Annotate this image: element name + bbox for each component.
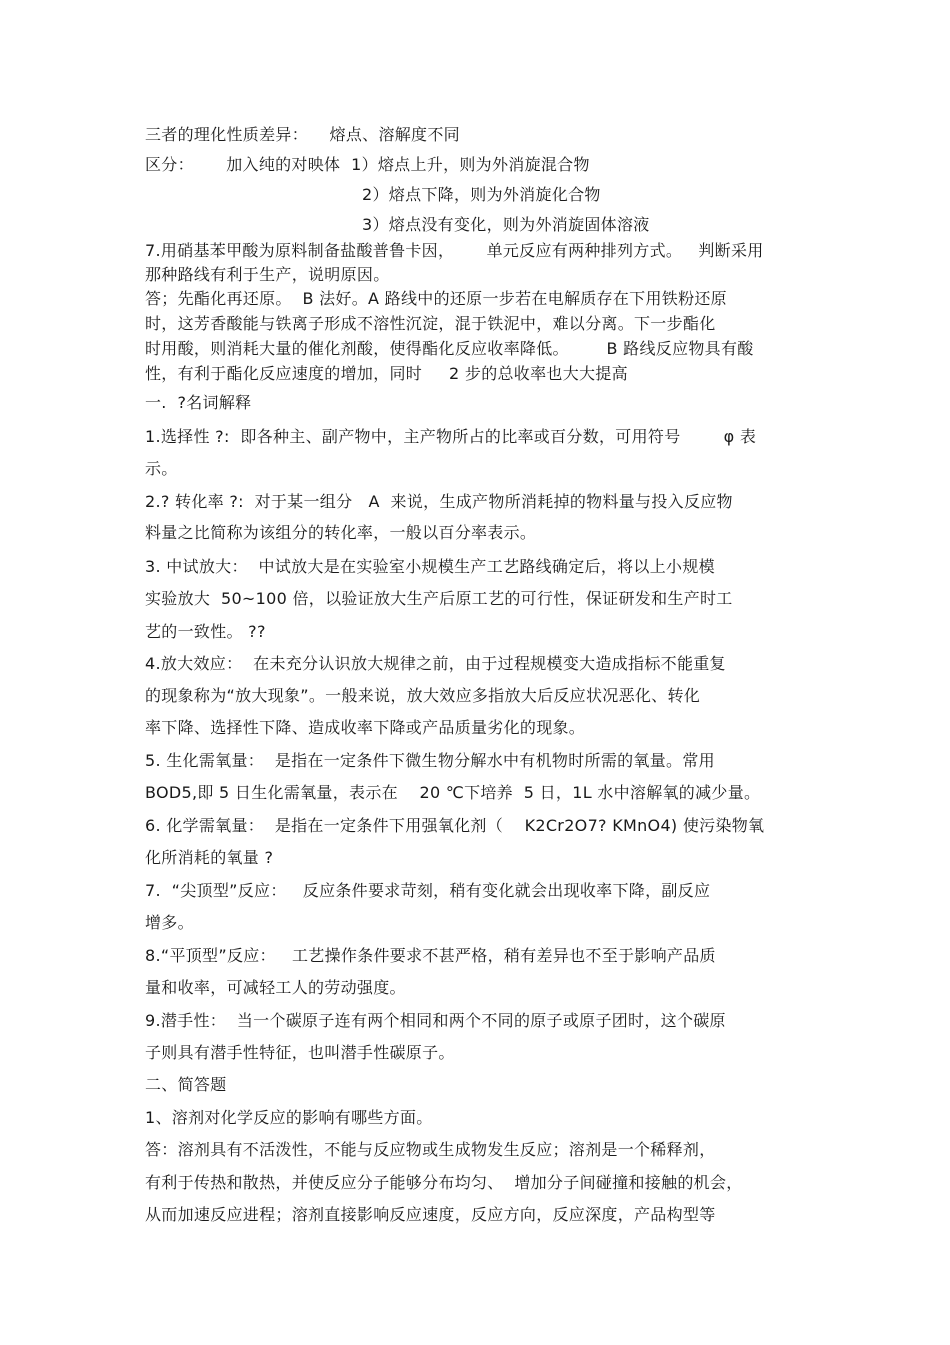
text-line: 实验放大 50~100 倍，以验证放大生产后原工艺的可行性，保证研发和生产时工 <box>145 589 733 608</box>
section-heading: 一. ?名词解释 <box>145 393 252 412</box>
text-line: 示。 <box>145 459 178 478</box>
text-line: 时，这芳香酸能与铁离子形成不溶性沉淀，混于铁泥中，难以分离。下一步酯化 <box>145 314 716 333</box>
text-line: 9.潜手性： 当一个碳原子连有两个相同和两个不同的原子或原子团时，这个碳原 <box>145 1011 726 1030</box>
text-line: 6. 化学需氧量： 是指在一定条件下用强氧化剂（ K2Cr2O7? KMnO4) 使污染物氧 <box>145 816 765 835</box>
text-line: 的现象称为“放大现象”。一般来说，放大效应多指放大后反应状况恶化、转化 <box>145 686 701 705</box>
text-line: BOD5,即 5 日生化需氧量，表示在 20 ℃下培养 5 日，1L 水中溶解氧的减少量。 <box>145 783 761 802</box>
text-line: 区分： 加入纯的对映体 1）熔点上升，则为外消旋混合物 <box>145 155 590 174</box>
text-line: 性，有利于酯化反应速度的增加，同时 2 步的总收率也大大提高 <box>145 364 628 383</box>
text-line: 3. 中试放大： 中试放大是在实验室小规模生产工艺路线确定后，将以上小规模 <box>145 557 715 576</box>
text-line: 答；先酯化再还原。 B 法好。A 路线中的还原一步若在电解质存在下用铁粉还原 <box>145 289 727 308</box>
section-heading: 二、简答题 <box>145 1075 227 1094</box>
text-line: 从而加速反应进程；溶剂直接影响反应速度，反应方向，反应深度，产品构型等 <box>145 1205 716 1224</box>
text-line: 量和收率，可减轻工人的劳动强度。 <box>145 978 406 997</box>
text-line: 1、溶剂对化学反应的影响有哪些方面。 <box>145 1108 433 1127</box>
text-line: 2）熔点下降，则为外消旋化合物 <box>362 185 601 204</box>
text-line: 5. 生化需氧量： 是指在一定条件下微生物分解水中有机物时所需的氧量。常用 <box>145 751 715 770</box>
text-line: 子则具有潜手性特征，也叫潜手性碳原子。 <box>145 1043 455 1062</box>
text-line: 时用酸，则消耗大量的催化剂酸，使得酯化反应收率降低。 B 路线反应物具有酸 <box>145 339 754 358</box>
text-line: 率下降、选择性下降、造成收率下降或产品质量劣化的现象。 <box>145 718 586 737</box>
text-line: 答：溶剂具有不活泼性，不能与反应物或生成物发生反应；溶剂是一个稀释剂， <box>145 1140 716 1159</box>
text-line: 7. “尖顶型”反应： 反应条件要求苛刻，稍有变化就会出现收率下降，副反应 <box>145 881 711 900</box>
text-line: 3）熔点没有变化，则为外消旋固体溶液 <box>362 215 650 234</box>
text-line: 那种路线有利于生产，说明原因。 <box>145 265 390 284</box>
text-line: 有利于传热和散热，并使反应分子能够分布均匀、 增加分子间碰撞和接触的机会， <box>145 1173 743 1192</box>
text-line: 2.? 转化率 ?: 对于某一组分 A 来说，生成产物所消耗掉的物料量与投入反应物 <box>145 492 733 511</box>
text-line: 7.用硝基苯甲酸为原料制备盐酸普鲁卡因， 单元反应有两种排列方式。 判断采用 <box>145 241 764 260</box>
text-line: 4.放大效应： 在未充分认识放大规律之前，由于过程规模变大造成指标不能重复 <box>145 654 726 673</box>
text-line: 8.“平顶型”反应： 工艺操作条件要求不甚严格，稍有差异也不至于影响产品质 <box>145 946 716 965</box>
text-line: 艺的一致性。 ?? <box>145 622 266 641</box>
text-line: 化所消耗的氧量 ? <box>145 848 274 867</box>
text-line: 增多。 <box>145 913 194 932</box>
text-line: 三者的理化性质差异： 熔点、溶解度不同 <box>145 125 460 144</box>
text-line: 1.选择性 ?: 即各种主、副产物中，主产物所占的比率或百分数，可用符号 φ 表 <box>145 427 757 446</box>
text-line: 料量之比简称为该组分的转化率，一般以百分率表示。 <box>145 523 537 542</box>
